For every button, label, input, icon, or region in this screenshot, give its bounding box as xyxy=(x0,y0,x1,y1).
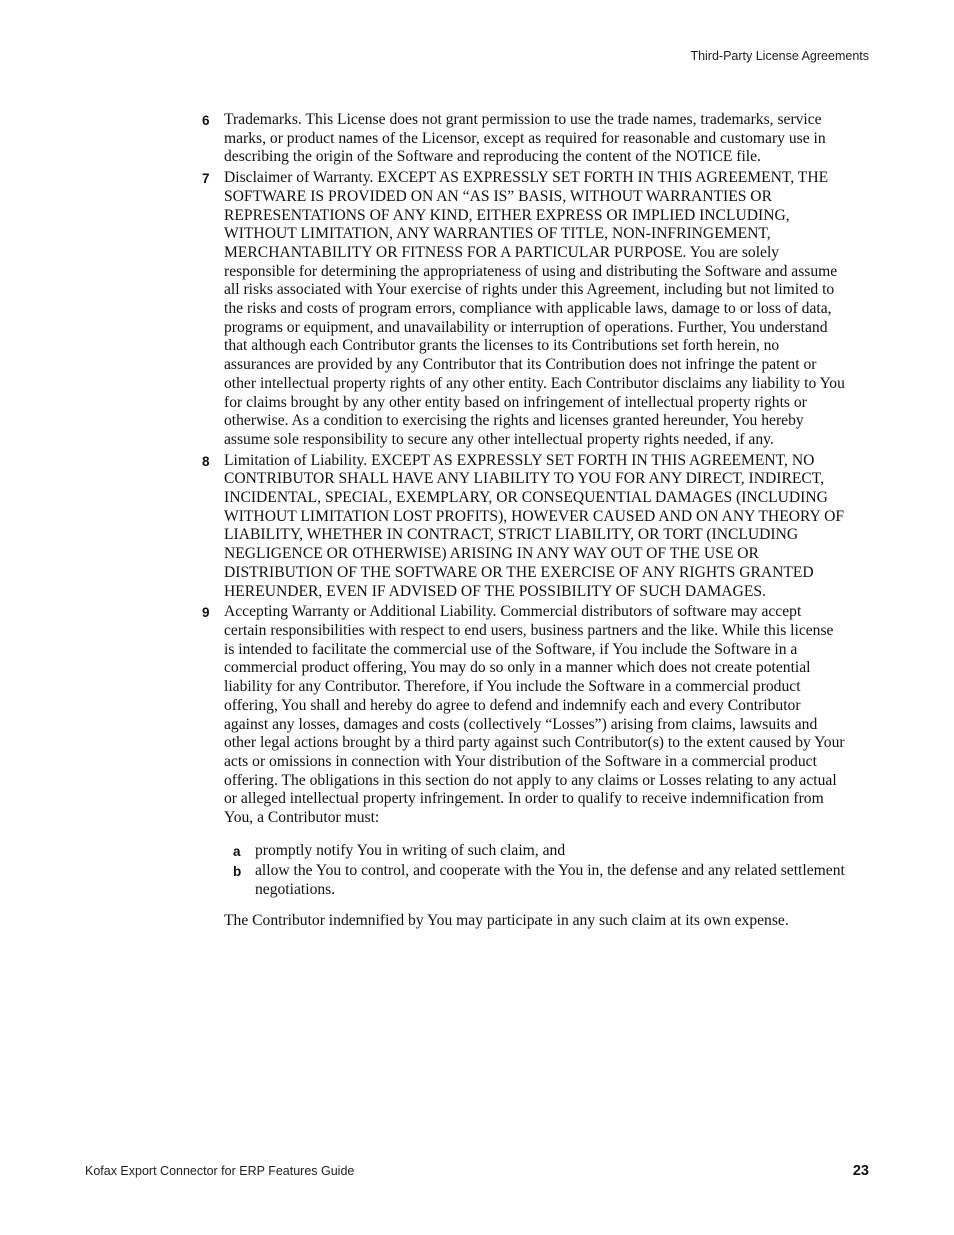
item-text: Trademarks. This License does not grant permission to use the trade names, trademarks, service marks, or product names of the Licensor, except as required for reasonable and customary use in describing the origin of the Software and reproducing the content of the NOTICE file. xyxy=(224,111,826,166)
sub-list-item-b xyxy=(200,862,845,899)
running-header: Third-Party License Agreements xyxy=(690,49,869,63)
closing-paragraph: The Contributor indemnified by You may participate in any such claim at its own expense. xyxy=(224,911,789,929)
sub-item-letter: b xyxy=(233,864,242,880)
sub-item-text: promptly notify You in writing of such claim, and xyxy=(255,841,566,859)
document-body xyxy=(200,111,845,931)
item-text: Disclaimer of Warranty. EXCEPT AS EXPRESSLY SET FORTH IN THIS AGREEMENT, THE SOFTWARE IS PROVIDED ON AN “AS IS” BASIS, WITHOUT WARRANTIES OR REPRESENTATIONS OF ANY KIND, EITHER EXPRESS OR IMPLIED INCLUDING, WITHOUT LIMITATION, ANY WARRANTIES OF TITLE, NON-INFRINGEMENT, MERCHANTABILITY OR FITNESS FOR A PARTICULAR PURPOSE. You are solely responsible for determining the appropriateness of using and distributing the Software and assume all risks associated with Your exercise of rights under this Agreement, including but not limited to the risks and costs of program errors, compliance with applicable laws, damage to or loss of data, programs or equipment, and unavailability or interruption of operations. Further, You understand that although each Contributor grants the licenses to its Contributions set forth herein, no assurances are provided by any Contributor that its Contribution does not infringe the patent or other intellectual property rights of any other entity. Each Contributor disclaims any liability to You for claims brought by any other entity based on infringement of intellectual property rights or otherwise. As a condition to exercising the rights and licenses granted hereunder, You hereby assume sole responsibility to secure any other intellectual property rights needed, if any. xyxy=(224,169,845,448)
list-item-6 xyxy=(200,111,845,167)
page-number: 23 xyxy=(852,1163,869,1179)
list-item-8 xyxy=(200,452,845,602)
sub-list xyxy=(200,842,845,900)
item-text: Limitation of Liability. EXCEPT AS EXPRESSLY SET FORTH IN THIS AGREEMENT, NO CONTRIBUTOR SHALL HAVE ANY LIABILITY TO YOU FOR ANY DIRECT, INDIRECT, INCIDENTAL, SPECIAL, EXEMPLARY, OR CONSEQUENTIAL DAMAGES (INCLUDING WITHOUT LIMITATION LOST PROFITS), HOWEVER CAUSED AND ON ANY THEORY OF LIABILITY, WHETHER IN CONTRACT, STRICT LIABILITY, OR TORT (INCLUDING NEGLIGENCE OR OTHERWISE) ARISING IN ANY WAY OUT OF THE USE OR DISTRIBUTION OF THE SOFTWARE OR THE EXERCISE OF ANY RIGHTS GRANTED HEREUNDER, EVEN IF ADVISED OF THE POSSIBILITY OF SUCH DAMAGES. xyxy=(224,451,845,600)
sub-item-text: allow the You to control, and cooperate with the You in, the defense and any related settlement negotiations. xyxy=(255,862,845,899)
running-footer: Kofax Export Connector for ERP Features Guide xyxy=(85,1164,355,1178)
list-item-9 xyxy=(200,603,845,827)
list-item-7 xyxy=(200,169,845,450)
sub-list-item-a xyxy=(200,842,845,861)
item-number: 8 xyxy=(202,453,210,469)
item-number: 7 xyxy=(202,171,210,187)
item-text: Accepting Warranty or Additional Liability. Commercial distributors of software may accept certain responsibilities with respect to end users, business partners and the like. While this license is intended to facilitate the commercial use of the Software, if You include the Software in a commercial product offering, You may do so only in a manner which does not create potential liability for any Contributor. Therefore, if You include the Software in a commercial product offering, You shall and hereby do agree to defend and indemnify each and every Contributor against any losses, damages and costs (collectively “Losses”) arising from claims, lawsuits and other legal actions brought by a third party against such Contributor(s) to the extent caused by Your acts or omissions in connection with Your distribution of the Software in a commercial product offering. The obligations in this section do not apply to any claims or Losses relating to any actual or alleged intellectual property infringement. In order to qualify to receive indemnification from You, a Contributor must: xyxy=(224,603,845,827)
sub-item-letter: a xyxy=(233,843,241,859)
item-number: 6 xyxy=(202,113,210,128)
item-number: 9 xyxy=(202,605,210,621)
